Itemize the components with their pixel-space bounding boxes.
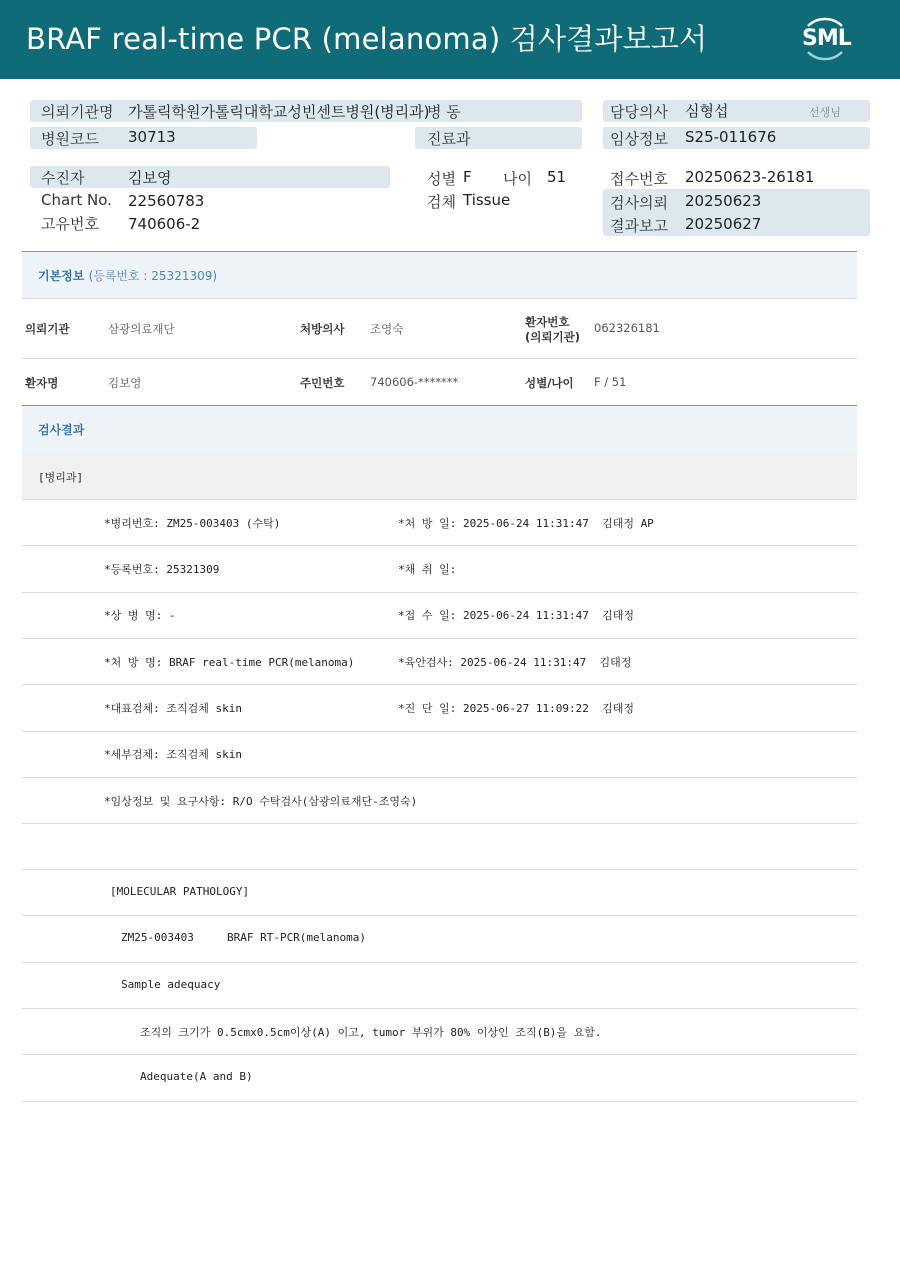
test-request-value: 20250623 — [685, 192, 762, 210]
name-value: 김보영 — [108, 376, 142, 390]
results-title: 검사결과 — [38, 423, 85, 437]
result-row-right: *진 단 일: 2025-06-27 11:09:22 김태정 — [398, 702, 634, 715]
report-title: BRAF real-time PCR (melanoma) 검사결과보고서 — [26, 22, 708, 56]
requesting-org-value: 가톨릭학원가톨릭대학교성빈센트병원(병리과) — [128, 103, 430, 121]
prescriber-label: 처방의사 — [300, 322, 345, 336]
receipt-no-value: 20250623-26181 — [685, 168, 815, 186]
hospital-code-label: 병원코드 — [41, 130, 99, 148]
result-row-right: *육안검사: 2025-06-24 11:31:47 김태정 — [398, 656, 632, 669]
receipt-no-label: 접수번호 — [610, 170, 668, 188]
rrn-label: 주민번호 — [300, 376, 345, 390]
doctor-suffix: 선생님 — [809, 106, 841, 119]
name-label: 환자명 — [25, 376, 59, 390]
unique-no-label: 고유번호 — [41, 215, 99, 233]
dept-header: [병리과] — [38, 471, 84, 484]
registration-number: (등록번호 : 25321309) — [88, 269, 218, 283]
result-row-right: *처 방 일: 2025-06-24 11:31:47 김태정 AP — [398, 517, 654, 530]
sex-label: 성별 — [427, 170, 456, 188]
sml-logo-text: SML — [802, 26, 851, 51]
examinee-label: 수진자 — [41, 169, 85, 187]
result-report-value: 20250627 — [685, 215, 762, 233]
sample-adequacy-label: Sample adequacy — [121, 978, 221, 991]
prescriber-value: 조영숙 — [370, 322, 404, 336]
patient-no-value: 062326181 — [594, 321, 660, 335]
chart-no-label: Chart No. — [41, 191, 112, 209]
basic-info-title: 기본정보 (등록번호 : 25321309) — [38, 269, 218, 283]
result-row-left: *병리번호: ZM25-003403 (수탁) — [104, 517, 281, 530]
result-row-left: *세부검체: 조직검체 skin — [104, 748, 242, 761]
requesting-org-label: 의뢰기관명 — [41, 103, 114, 121]
patient-no-label: 환자번호 — [525, 315, 570, 329]
chart-no-value: 22560783 — [128, 192, 205, 210]
doctor-value: 심형섭 — [685, 102, 729, 120]
clinical-info-value: S25-011676 — [685, 128, 777, 146]
report-header — [0, 0, 900, 79]
doctor-label: 담당의사 — [610, 103, 668, 121]
examinee-value: 김보영 — [128, 169, 172, 187]
sex-age-label: 성별/나이 — [525, 376, 574, 390]
molecular-pathology-header: [MOLECULAR PATHOLOGY] — [110, 885, 250, 898]
dept-label: 진료과 — [427, 130, 471, 148]
molecular-test-line: ZM25-003403 BRAF RT-PCR(melanoma) — [121, 931, 367, 944]
org-value: 삼광의료재단 — [108, 322, 175, 336]
sample-criteria: 조직의 크기가 0.5cmx0.5cm이상(A) 이고, tumor 부위가 80% 이상인 조직(B)을 요함. — [140, 1026, 602, 1039]
sex-value: F — [463, 168, 472, 186]
rrn-value: 740606-******* — [370, 375, 459, 389]
result-row-right: *채 취 일: — [398, 563, 457, 576]
result-row-right: *접 수 일: 2025-06-24 11:31:47 김태정 — [398, 609, 634, 622]
sex-age-value: F / 51 — [594, 375, 627, 389]
ward-label: 병 동 — [427, 103, 461, 121]
result-row-left: *등록번호: 25321309 — [104, 563, 220, 576]
specimen-value: Tissue — [463, 191, 511, 209]
result-row-left: *처 방 명: BRAF real-time PCR(melanoma) — [104, 656, 355, 669]
unique-no-value: 740606-2 — [128, 215, 201, 233]
result-row-left: *상 병 명: - — [104, 609, 176, 622]
org-label: 의뢰기관 — [25, 322, 70, 336]
age-label: 나이 — [503, 170, 532, 188]
age-value: 51 — [547, 168, 567, 186]
result-row-left: *대표검체: 조직검체 skin — [104, 702, 242, 715]
sample-adequacy-result: Adequate(A and B) — [140, 1070, 253, 1083]
hospital-code-value: 30713 — [128, 128, 176, 146]
clinical-info-label: 임상정보 — [610, 130, 668, 148]
specimen-label: 검체 — [427, 193, 456, 211]
patient-no-label-sub: (의뢰기관) — [525, 330, 580, 344]
test-request-label: 검사의뢰 — [610, 194, 668, 212]
result-row-left: *임상정보 및 요구사항: R/O 수탁검사(삼광의료재단-조영숙) — [104, 795, 418, 808]
result-report-label: 결과보고 — [610, 217, 668, 235]
